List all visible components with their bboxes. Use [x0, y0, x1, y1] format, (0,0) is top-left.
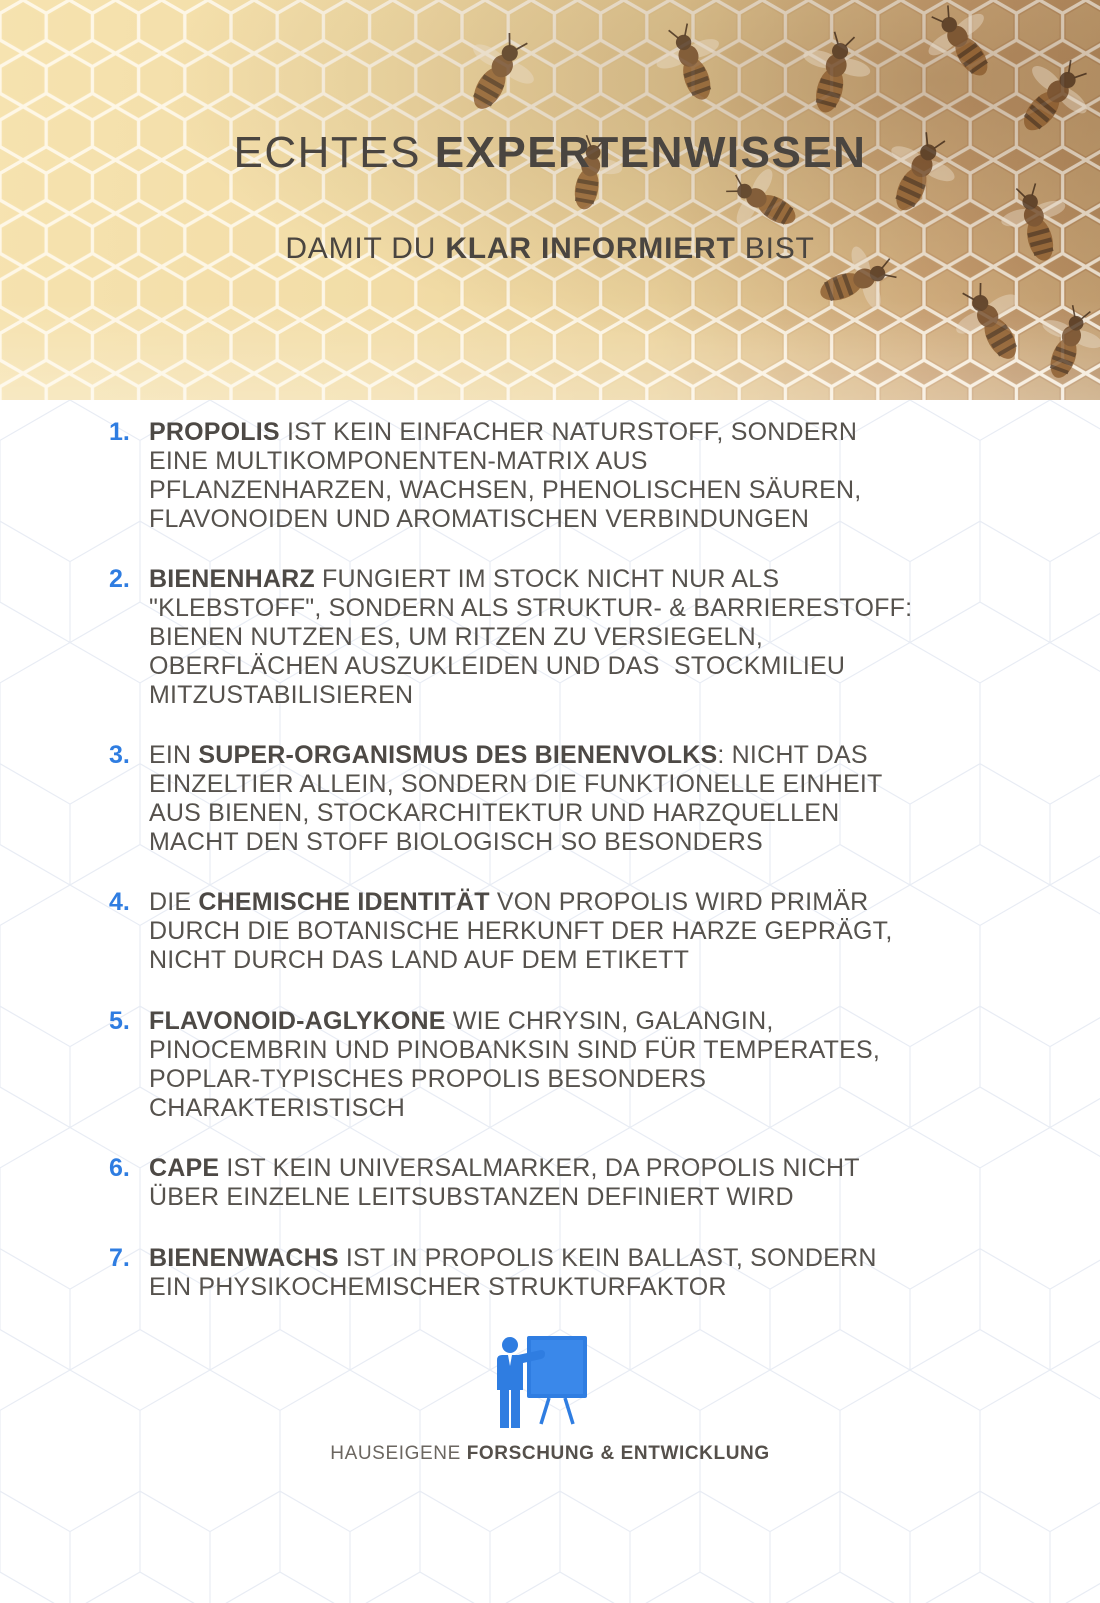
fact-line-pre: EIN [149, 741, 199, 769]
page-title [0, 128, 1100, 178]
fact-line: EINE MULTIKOMPONENTEN-MATRIX AUS [149, 447, 648, 475]
fact-text [149, 565, 969, 710]
presenter-board-icon [489, 1336, 589, 1430]
fact-line-text: IST IN PROPOLIS KEIN BALLAST, SONDERN [338, 1244, 877, 1272]
fact-keyword: CHEMISCHE IDENTITÄT [198, 888, 490, 916]
fact-keyword: FLAVONOID-AGLYKONE [149, 1007, 446, 1035]
fact-line-text: IST KEIN EINFACHER NATURSTOFF, SONDERN [279, 418, 858, 446]
fact-line [149, 565, 969, 594]
fact-line-pre: DIE [149, 888, 199, 916]
fact-keyword: BIENENWACHS [149, 1244, 339, 1272]
fact-number: 4. [109, 888, 130, 916]
fact-line: NICHT DURCH DAS LAND AUF DEM ETIKETT [149, 946, 690, 974]
subtitle-bold: KLAR INFORMIERT [445, 232, 736, 265]
fact-keyword: PROPOLIS [149, 418, 280, 446]
fact-line-text: : NICHT DAS [717, 741, 868, 769]
header-banner [0, 0, 1100, 400]
fact-text [149, 1154, 969, 1212]
fact-line-text: IST KEIN UNIVERSALMARKER, DA PROPOLIS NICHT [219, 1154, 860, 1182]
fact-line [149, 1007, 969, 1036]
fact-line: POPLAR-TYPISCHES PROPOLIS BESONDERS [149, 1065, 707, 1093]
fact-line [149, 1244, 969, 1273]
subtitle-post: BIST [735, 232, 815, 265]
footer-label-pre: HAUSEIGENE [330, 1443, 467, 1464]
fact-line: MITZUSTABILISIEREN [149, 681, 414, 709]
fact-line-text: WIE CHRYSIN, GALANGIN, [445, 1007, 774, 1035]
fact-line [149, 1154, 969, 1183]
fact-text [149, 418, 969, 534]
subtitle-pre: DAMIT DU [285, 232, 446, 265]
fact-line [149, 741, 969, 770]
fact-number: 1. [109, 418, 130, 446]
fact-text [149, 741, 969, 857]
fact-line: FLAVONOIDEN UND AROMATISCHEN VERBINDUNGEN [149, 505, 810, 533]
fact-line: PFLANZENHARZEN, WACHSEN, PHENOLISCHEN SÄUREN, [149, 476, 862, 504]
fact-line [149, 888, 969, 917]
bees-illustration [0, 0, 1100, 400]
page-subtitle [0, 232, 1100, 266]
title-light: ECHTES [233, 128, 435, 177]
fact-line: EINZELTIER ALLEIN, SONDERN DIE FUNKTIONELLE EINHEIT [149, 770, 883, 798]
fact-line: AUS BIENEN, STOCKARCHITEKTUR UND HARZQUELLEN [149, 799, 840, 827]
fact-line [149, 418, 969, 447]
fact-number: 5. [109, 1007, 130, 1035]
fact-line: MACHT DEN STOFF BIOLOGISCH SO BESONDERS [149, 828, 763, 856]
fact-number: 7. [109, 1244, 130, 1272]
fact-number: 6. [109, 1154, 130, 1182]
fact-line-text: FUNGIERT IM STOCK NICHT NUR ALS [314, 565, 780, 593]
fact-keyword: BIENENHARZ [149, 565, 315, 593]
fact-line: CHARAKTERISTISCH [149, 1094, 406, 1122]
fact-line: "KLEBSTOFF", SONDERN ALS STRUKTUR- & BARRIERESTOFF: [149, 594, 913, 622]
fact-line-text: VON PROPOLIS WIRD PRIMÄR [489, 888, 869, 916]
fact-number: 3. [109, 741, 130, 769]
fact-line: EIN PHYSIKOCHEMISCHER STRUKTURFAKTOR [149, 1273, 727, 1301]
fact-number: 2. [109, 565, 130, 593]
fact-text [149, 888, 969, 975]
title-bold: EXPERTENWISSEN [434, 128, 867, 177]
fact-keyword: SUPER-ORGANISMUS DES BIENENVOLKS [198, 741, 718, 769]
footer-label-bold: FORSCHUNG & ENTWICKLUNG [466, 1443, 770, 1464]
fact-line: PINOCEMBRIN UND PINOBANKSIN SIND FÜR TEMPERATES, [149, 1036, 880, 1064]
fact-text [149, 1244, 969, 1302]
fact-text [149, 1007, 969, 1123]
fact-line: ÜBER EINZELNE LEITSUBSTANZEN DEFINIERT WIRD [149, 1183, 794, 1211]
fact-line: OBERFLÄCHEN AUSZUKLEIDEN UND DAS STOCKMILIEU [149, 652, 846, 680]
fact-line: BIENEN NUTZEN ES, UM RITZEN ZU VERSIEGELN, [149, 623, 764, 651]
footer-label [0, 1443, 1100, 1465]
fact-keyword: CAPE [149, 1154, 220, 1182]
fact-line: DURCH DIE BOTANISCHE HERKUNFT DER HARZE GEPRÄGT, [149, 917, 893, 945]
